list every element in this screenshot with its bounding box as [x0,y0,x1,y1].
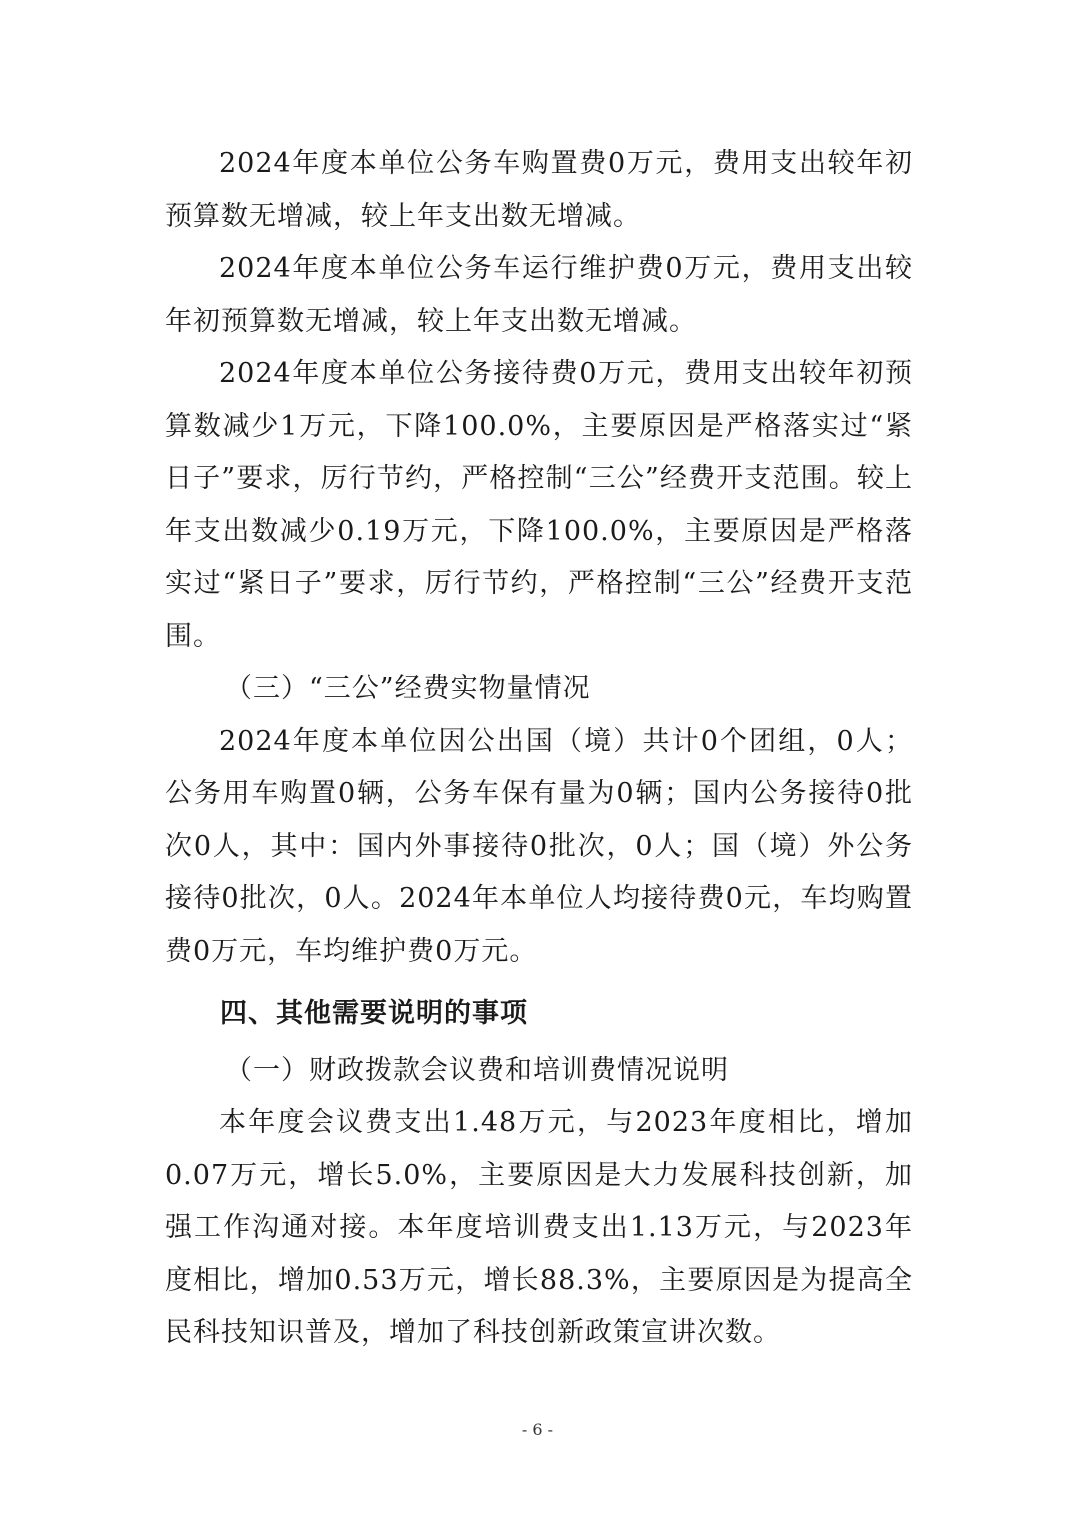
paragraph-meeting-training: 本年度会议费支出1.48万元，与2023年度相比，增加0.07万元，增长5.0%，主要原因是大力发展科技创新，加强工作沟通对接。本年度培训费支出1.13万元，与2023年度相比，增加0.53万元，增长88.3%，主要原因是为提高全民科技知识普及，增加了科技创新政策宣讲次数。 [165,1107,913,1348]
subheading-physical-quantity: （三）“三公”经费实物量情况 [225,673,591,704]
paragraph-vehicle-maintenance: 2024年度本单位公务车运行维护费0万元，费用支出较年初预算数无增减，较上年支出数无增减。 [165,253,913,337]
paragraph-physical-quantity: 2024年度本单位因公出国（境）共计0个团组，0人；公务用车购置0辆，公务车保有量为0辆；国内公务接待0批次0人，其中：国内外事接待0批次，0人；国（境）外公务接待0批次，0人。2024年本单位人均接待费0元，车均购置费0万元，车均维护费0万元。 [165,725,913,967]
subheading-meeting-training: （一）财政拨款会议费和培训费情况说明 [225,1054,729,1086]
document-body [165,138,913,1360]
paragraph-vehicle-purchase: 2024年度本单位公务车购置费0万元，费用支出较年初预算数无增减，较上年支出数无增减。 [165,148,913,232]
section-heading-other-matters: 四、其他需要说明的事项 [220,998,528,1029]
paragraph-reception-expense: 2024年度本单位公务接待费0万元，费用支出较年初预算数减少1万元，下降100.0%，主要原因是严格落实过“紧日子”要求，厉行节约，严格控制“三公”经费开支范围。较上年支出数减少0.19万元，下降100.0%，主要原因是严格落实过“紧日子”要求，厉行节约，严格控制“三公”经费开支范围。 [165,358,913,652]
page-number: - 6 - [521,1420,554,1439]
